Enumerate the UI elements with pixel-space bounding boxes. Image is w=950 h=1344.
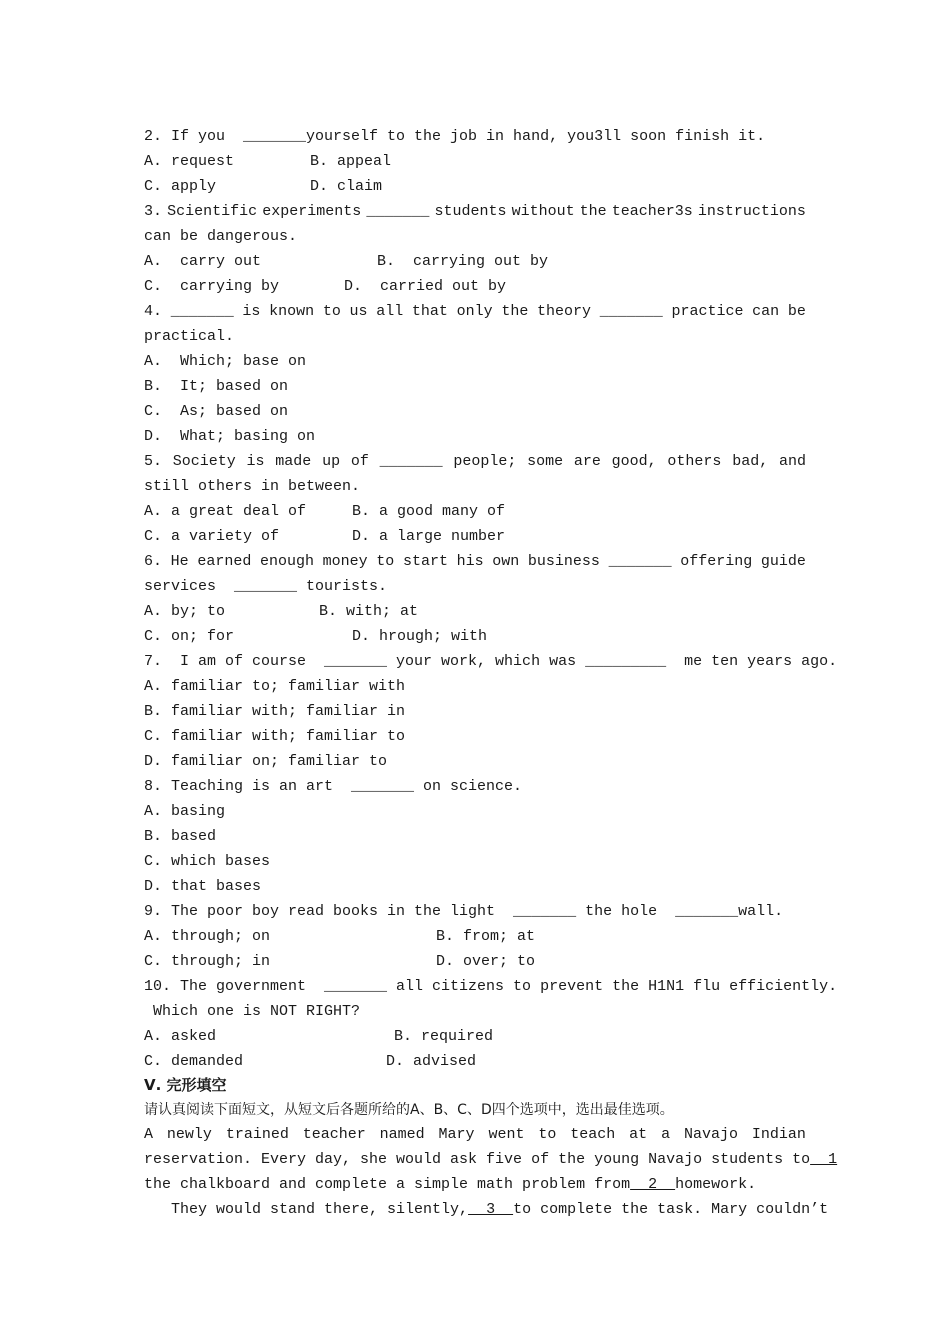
question-6-stem-line2: services _______ tourists. [144, 578, 388, 595]
question-8-option-b: B. based [144, 828, 217, 845]
blank-1: 1 [810, 1151, 838, 1168]
question-5-option-b: B. a good many of [352, 503, 506, 520]
blank-3: 3 [468, 1201, 514, 1218]
passage-line-3-end: homework. [675, 1176, 757, 1193]
question-7-stem: 7. I am of course _______ your work, which was _________ me ten years ago. [144, 653, 838, 670]
question-2-stem: 2. If you _______yourself to the job in hand, you3ll soon finish it. [144, 128, 766, 145]
question-2-option-d: D. claim [310, 178, 383, 195]
question-6-stem-line1: 6. He earned enough money to start his own business _______ offering guide [144, 553, 806, 570]
question-9-option-c: C. through; in [144, 953, 271, 970]
section-5-instruction: 请认真阅读下面短文，从短文后各题所给的A、B、C、D四个选项中，选出最佳选项。 [144, 1102, 674, 1118]
question-6-option-c: C. on; for [144, 628, 235, 645]
question-9-option-d: D. over; to [436, 953, 536, 970]
question-6-option-a: A. by; to [144, 603, 226, 620]
question-2-option-a: A. request [144, 153, 235, 170]
question-8-option-d: D. that bases [144, 878, 262, 895]
question-10-stem-line1: 10. The government _______ all citizens to prevent the H1N1 flu efficiently. [144, 978, 838, 995]
passage-line-4 [144, 1200, 828, 1220]
question-5-option-a: A. a great deal of [144, 503, 307, 520]
question-7-option-c: C. familiar with; familiar to [144, 728, 406, 745]
question-5-stem-line1: 5. Society is made up of _______ people; some are good, others bad, and [144, 453, 806, 470]
question-2-option-b: B. appeal [310, 153, 392, 170]
question-5-option-d: D. a large number [352, 528, 506, 545]
question-8-option-a: A. basing [144, 803, 226, 820]
passage-line-2 [144, 1150, 838, 1170]
question-10-stem-line2: Which one is NOT RIGHT? [144, 1003, 361, 1020]
section-5-heading: Ⅴ. 完形填空 [144, 1076, 227, 1094]
passage-line-3 [144, 1175, 756, 1195]
question-5-stem-line2: still others in between. [144, 478, 361, 495]
question-10-option-a: A. asked [144, 1028, 217, 1045]
question-3-stem-line1: 3. Scientific experiments _______ students without the teacher3s instructions [144, 203, 806, 220]
blank-2: 2 [630, 1176, 676, 1193]
question-3-option-d: D. carried out by [344, 278, 507, 295]
question-7-option-d: D. familiar on; familiar to [144, 753, 388, 770]
question-9-stem: 9. The poor boy read books in the light _______ the hole _______wall. [144, 903, 784, 920]
passage-line-3-text: the chalkboard and complete a simple math problem from [144, 1176, 631, 1193]
passage-line-1: A newly trained teacher named Mary went to teach at a Navajo Indian [144, 1126, 806, 1143]
question-5-option-c: C. a variety of [144, 528, 280, 545]
question-4-option-c: C. As; based on [144, 403, 289, 420]
question-7-option-a: A. familiar to; familiar with [144, 678, 406, 695]
question-4-option-b: B. It; based on [144, 378, 289, 395]
question-2-option-c: C. apply [144, 178, 217, 195]
question-8-stem: 8. Teaching is an art _______ on science. [144, 778, 523, 795]
question-3-option-a: A. carry out [144, 253, 262, 270]
question-10-option-b: B. required [394, 1028, 494, 1045]
question-6-option-d: D. hrough; with [352, 628, 488, 645]
question-10-option-c: C. demanded [144, 1053, 244, 1070]
passage-line-4-text: They would stand there, silently, [144, 1201, 469, 1218]
question-6-option-b: B. with; at [319, 603, 419, 620]
question-3-option-b: B. carrying out by [377, 253, 549, 270]
question-4-option-d: D. What; basing on [144, 428, 316, 445]
question-3-stem-line2: can be dangerous. [144, 228, 298, 245]
question-4-stem-line2: practical. [144, 328, 235, 345]
question-3-option-c: C. carrying by [144, 278, 280, 295]
question-4-stem-line1: 4. _______ is known to us all that only the theory _______ practice can be [144, 303, 806, 320]
question-8-option-c: C. which bases [144, 853, 271, 870]
question-9-option-b: B. from; at [436, 928, 536, 945]
question-4-option-a: A. Which; base on [144, 353, 307, 370]
passage-line-2-text: reservation. Every day, she would ask five of the young Navajo students to [144, 1151, 811, 1168]
question-10-option-d: D. advised [386, 1053, 477, 1070]
passage-line-4-end: to complete the task. Mary couldn’t [513, 1201, 829, 1218]
question-7-option-b: B. familiar with; familiar in [144, 703, 406, 720]
question-9-option-a: A. through; on [144, 928, 271, 945]
